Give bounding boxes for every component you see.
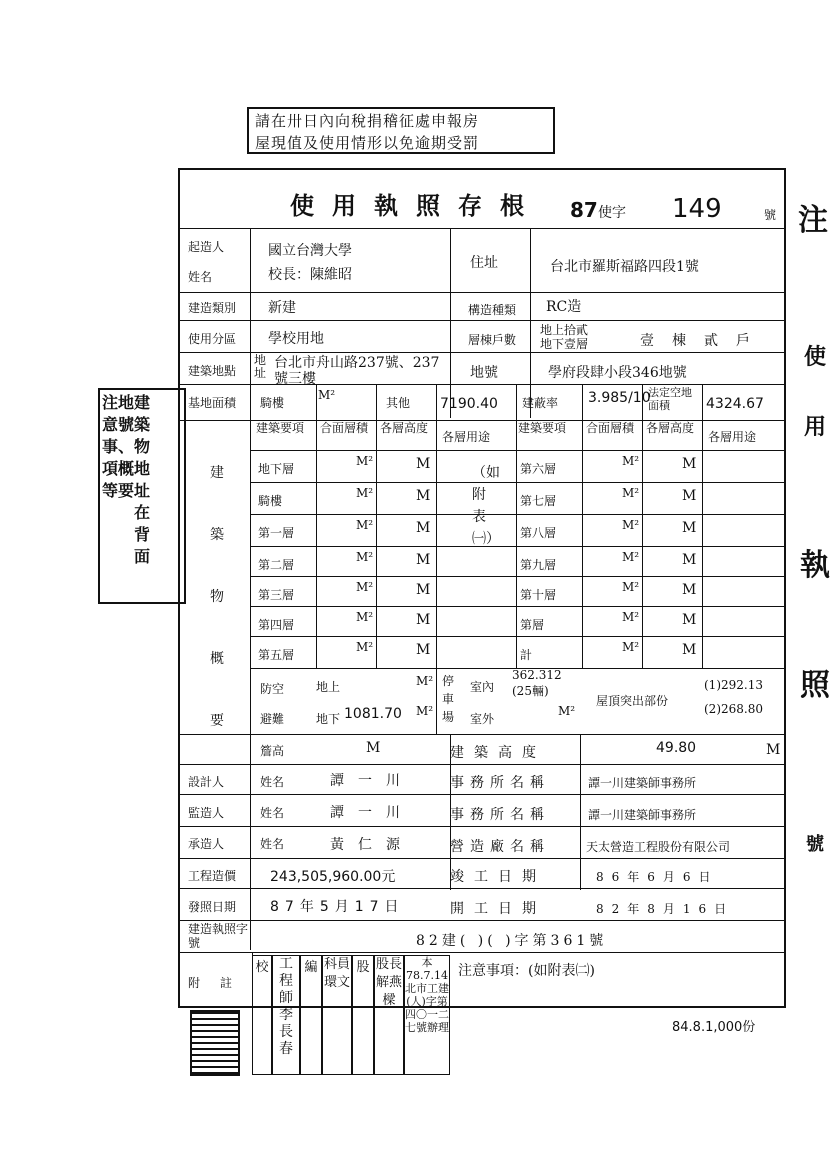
eave-unit: M — [366, 740, 381, 756]
floor-area-unit: M² — [356, 550, 374, 564]
notice-line-2: 屋現值及使用情形以免逾期受罰 — [255, 134, 480, 152]
permit-hao: 號 — [764, 208, 777, 222]
form-code: 84.8.1,000份 — [672, 1020, 756, 1035]
edge-mark: 注 — [798, 203, 828, 238]
summary-char: 建 — [210, 465, 224, 481]
col-height-2: 各層高度 — [646, 421, 695, 435]
floor-area-unit: M² — [356, 486, 374, 500]
summary-char: 概 — [210, 651, 224, 667]
issue-date: 87年5月17日 — [270, 899, 405, 915]
contractor-firm-label: 營造廠名稱 — [450, 839, 550, 855]
floor-area-unit: M² — [622, 518, 640, 532]
stamp-text: 工程師 — [279, 956, 293, 1006]
builder-name: 國立台灣大學 — [268, 243, 352, 259]
parking-outdoor-unit: M² — [558, 704, 576, 718]
stamp-text: 李長春 — [279, 1007, 293, 1057]
floor-label-left: 第四層 — [258, 618, 295, 632]
shelter-label-2: 避難 — [260, 712, 285, 726]
start-label: 開工日期 — [450, 901, 546, 917]
floor-area-unit: M² — [356, 518, 374, 532]
builder-label: 起造人 — [188, 240, 225, 254]
roof-label: 屋頂突出部份 — [596, 694, 669, 708]
side-note-line: 項概地 — [102, 459, 151, 478]
address-label: 住址 — [470, 255, 498, 271]
designer-name: 譚一川 — [330, 773, 414, 789]
floor-label-right: 第層 — [520, 618, 545, 632]
floor-area-unit: M² — [356, 610, 374, 624]
floor-label-left: 騎樓 — [258, 494, 283, 508]
permit-ref-value: 82建( )( )字第361號 — [416, 933, 608, 949]
designer-name-label: 姓名 — [260, 775, 285, 789]
floor-height-unit: M — [682, 488, 697, 504]
arcade-unit: M² — [318, 388, 336, 402]
floor-area-unit: M² — [622, 610, 640, 624]
edge-mark: 使 — [804, 344, 827, 370]
floor-height-unit: M — [416, 642, 431, 658]
floor-label-right: 計 — [520, 648, 533, 662]
parking-indoor-value: 362.312 — [512, 668, 562, 682]
parking-indoor-sub: (25輛) — [512, 684, 549, 698]
floor-label-right: 第十層 — [520, 588, 557, 602]
stamp-text: 校 — [255, 960, 269, 975]
floor-height-unit: M — [682, 642, 697, 658]
floor-height-unit: M — [416, 456, 431, 472]
floor-area-unit: M² — [622, 550, 640, 564]
col-item-2: 建築要項 — [518, 421, 567, 435]
floor-height-unit: M — [682, 456, 697, 472]
page-title: 使用執照存根 — [290, 191, 542, 220]
stamp-column — [252, 955, 272, 1075]
side-note-line: 等要址 — [102, 481, 151, 500]
eave-label: 簷高 — [260, 744, 285, 758]
contractor-name-label: 姓名 — [260, 837, 285, 851]
floor-area-unit: M² — [356, 640, 374, 654]
permit-number: 149 — [672, 194, 722, 224]
floor-height-unit: M — [416, 552, 431, 568]
floor-area-unit: M² — [622, 486, 640, 500]
contractor-name: 黃仁源 — [330, 837, 414, 853]
lot-label: 地號 — [470, 365, 498, 381]
floor-label-left: 第三層 — [258, 588, 295, 602]
other-value: 7190.40 — [440, 396, 498, 412]
floor-area-unit: M² — [622, 640, 640, 654]
shelter-down: 地下 — [316, 712, 341, 726]
shelter-down-value: 1081.70 — [344, 706, 402, 722]
bld-height-label: 建築高度 — [450, 745, 546, 761]
stamp-text: 股長 — [375, 957, 402, 972]
notice-box — [247, 107, 555, 154]
floor-area-unit: M² — [622, 580, 640, 594]
floor-label-right: 第九層 — [520, 558, 557, 572]
col-area: 合面層積 — [320, 421, 369, 435]
builder-rep: 校長：陳維昭 — [268, 267, 352, 283]
floor-area-unit: M² — [356, 580, 374, 594]
start-date: 82年8月16日 — [596, 902, 735, 916]
coverage-label: 建蔽率 — [522, 396, 559, 410]
edge-mark: 照 — [800, 668, 830, 703]
shelter-label-1: 防空 — [260, 682, 285, 696]
open-space-label: 法定空地面積 — [648, 386, 692, 412]
supervisor-name: 譚一川 — [330, 805, 414, 821]
cost-value: 243,505,960.00元 — [270, 869, 396, 885]
contractor-firm: 天太營造工程股份有限公司 — [586, 840, 731, 854]
roof-value-1: (1)292.13 — [704, 678, 763, 692]
cost-label: 工程造價 — [188, 869, 237, 883]
floor-label-left: 第五層 — [258, 648, 295, 662]
completion-date: 86年6月6日 — [596, 870, 719, 884]
stamp-ref-text: 本78.7.14北市工建(人)字第四〇一二七號辦理 — [405, 956, 449, 1034]
lot-value: 學府段肆小段346地號 — [548, 365, 687, 381]
structure-value: RC造 — [546, 299, 582, 315]
floor-area-unit: M² — [622, 454, 640, 468]
shelter-down-unit: M² — [416, 704, 434, 718]
summary-char: 築 — [210, 527, 224, 543]
official-seal — [190, 1010, 240, 1076]
stamp-text: 科員 — [323, 957, 350, 972]
stamp-text: 環文 — [323, 975, 350, 990]
floor-label-right: 第七層 — [520, 494, 557, 508]
structure-label: 構造種類 — [468, 303, 517, 317]
side-note-line: 注地建 — [102, 393, 151, 412]
side-note-line: 面 — [133, 547, 150, 566]
side-note-line: 事、物 — [102, 437, 151, 456]
floors-above: 地上拾貳 — [540, 323, 589, 337]
bld-height-unit: M — [766, 742, 781, 758]
shelter-up-unit: M² — [416, 674, 434, 688]
contractor-label: 承造人 — [188, 837, 225, 851]
site-address-1: 台北市舟山路237號、237 — [274, 355, 440, 371]
designer-office: 譚一川建築師事務所 — [588, 776, 697, 790]
coverage-value: 3.985/10 — [588, 390, 651, 406]
building-count: 壹棟貳戶 — [640, 333, 768, 349]
col-use-2: 各層用途 — [708, 430, 757, 444]
parking-outdoor: 室外 — [470, 712, 495, 726]
floor-height-unit: M — [682, 582, 697, 598]
designer-label: 設計人 — [188, 775, 225, 789]
stamp-text: 解燕樑 — [375, 975, 402, 1008]
col-area-2: 合面層積 — [586, 421, 635, 435]
stamp-text: 股 — [356, 960, 370, 975]
col-height: 各層高度 — [380, 421, 429, 435]
supervisor-name-label: 姓名 — [260, 806, 285, 820]
site-address-2: 號三樓 — [274, 371, 316, 387]
col-use: 各層用途 — [442, 430, 491, 444]
permit-char: 使字 — [598, 205, 626, 221]
floor-height-unit: M — [682, 520, 697, 536]
completion-label: 竣工日期 — [450, 869, 546, 885]
summary-char: 要 — [210, 713, 224, 729]
stamp-ref — [404, 955, 450, 1075]
category-value: 新建 — [268, 300, 296, 316]
edge-mark: 執 — [800, 548, 830, 583]
side-note-line: 背 — [133, 525, 150, 544]
permit-year: 87 — [570, 198, 598, 222]
supervisor-label: 監造人 — [188, 806, 225, 820]
edge-mark: 用 — [804, 414, 827, 440]
other-label: 其他 — [386, 396, 411, 410]
site-prefix: 地址 — [254, 353, 267, 380]
stamp-column — [300, 955, 322, 1075]
floor-label-left: 地下層 — [258, 462, 295, 476]
use-note: （如附表㈠） — [472, 465, 500, 547]
floor-label-right: 第八層 — [520, 526, 557, 540]
builder-name-label: 姓名 — [188, 270, 213, 284]
stamp-engineer — [272, 955, 300, 1075]
shelter-up: 地上 — [316, 680, 341, 694]
bld-height-value: 49.80 — [656, 740, 697, 756]
floors-below: 地下壹層 — [540, 337, 589, 351]
side-note-line: 意號築 — [102, 415, 151, 434]
stamp-section-chief — [374, 955, 404, 1075]
note-label: 附註 — [188, 976, 253, 990]
address-value: 台北市羅斯福路四段1號 — [550, 259, 699, 275]
floor-height-unit: M — [416, 612, 431, 628]
side-note-line: 在 — [133, 503, 150, 522]
note-text: 注意事項：(如附表㈡) — [458, 963, 595, 979]
floors-label: 層棟戶數 — [468, 333, 517, 347]
stamp-column — [352, 955, 374, 1075]
floor-label-right: 第六層 — [520, 462, 557, 476]
notice-line-1: 請在卅日內向稅捐稽征處申報房 — [255, 112, 480, 130]
site-area-label: 基地面積 — [188, 396, 237, 410]
issue-label: 發照日期 — [188, 900, 237, 914]
edge-mark: 號 — [806, 834, 824, 855]
permit-ref-label: 建造執照字號 — [188, 922, 249, 950]
arcade-label: 騎樓 — [260, 396, 285, 410]
supervisor-office-label: 事務所名稱 — [450, 807, 550, 823]
zoning-value: 學校用地 — [268, 331, 324, 347]
summary-char: 物 — [210, 589, 224, 605]
zoning-label: 使用分區 — [188, 332, 237, 346]
floor-label-left: 第一層 — [258, 526, 295, 540]
parking-indoor: 室內 — [470, 680, 495, 694]
open-space-value: 4324.67 — [706, 396, 764, 412]
roof-value-2: (2)268.80 — [704, 702, 763, 716]
floor-height-unit: M — [416, 582, 431, 598]
category-label: 建造類別 — [188, 301, 237, 315]
floor-area-unit: M² — [356, 454, 374, 468]
floor-height-unit: M — [416, 488, 431, 504]
side-note — [98, 388, 186, 604]
floor-height-unit: M — [682, 612, 697, 628]
site-label: 建築地點 — [188, 364, 237, 378]
supervisor-office: 譚一川建築師事務所 — [588, 808, 697, 822]
designer-office-label: 事務所名稱 — [450, 775, 550, 791]
stamp-text: 編 — [304, 960, 318, 975]
floor-height-unit: M — [416, 520, 431, 536]
floor-label-left: 第二層 — [258, 558, 295, 572]
parking-label: 停車場 — [442, 674, 455, 724]
stamp-clerk — [322, 955, 352, 1075]
floor-height-unit: M — [682, 552, 697, 568]
col-item: 建築要項 — [256, 421, 305, 435]
permit-form — [178, 168, 786, 1008]
